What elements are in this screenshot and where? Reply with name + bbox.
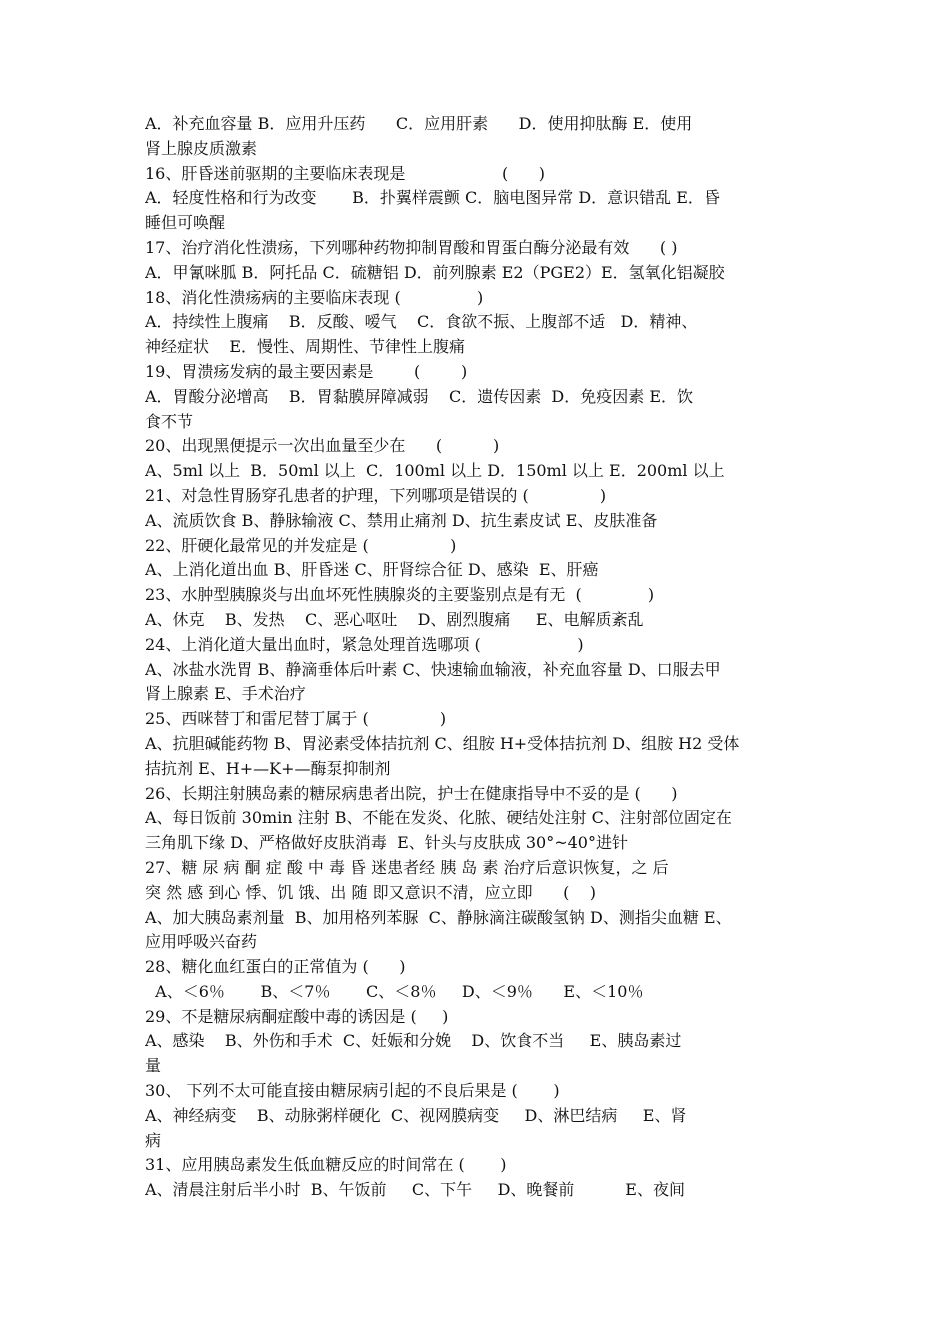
question-18: 18、消化性溃疡病的主要临床表现 ( )	[145, 287, 484, 307]
text-line: A、5ml 以上 B．50ml 以上 C．100ml 以上 D．150ml 以上 E．200ml 以上	[145, 461, 725, 481]
text-line: A、冰盐水洗胃 B、静滴垂体后叶素 C、快速输血输液，补充血容量 D、口服去甲	[145, 659, 721, 679]
text-line: A、每日饭前 30min 注射 B、不能在发炎、化脓、硬结处注射 C、注射部位固定在	[145, 808, 732, 828]
text-line: 拮抗剂 E、H+—K+—酶泵抑制剂	[145, 758, 391, 778]
text-line: A、加大胰岛素剂量 B、加用格列苯脲 C、静脉滴注碳酸氢钠 D、测指尖血糖 E、	[145, 907, 732, 927]
question-28: 28、糖化血红蛋白的正常值为 ( )	[145, 957, 406, 977]
text-line: A、＜6％ B、＜7％ C、＜8％ D、＜9％ E、＜10％	[145, 981, 644, 1001]
text-line: 突 然 感 到心 悸、饥 饿、出 随 即又意识不清，应立即 ( )	[145, 882, 596, 902]
text-line: 应用呼吸兴奋药	[145, 932, 258, 952]
question-20: 20、出现黑便提示一次出血量至少在 ( )	[145, 436, 500, 456]
text-line: A、流质饮食 B、静脉输液 C、禁用止痛剂 D、抗生素皮试 E、皮肤准备	[145, 510, 658, 530]
text-line: 睡但可唤醒	[145, 213, 226, 233]
question-24: 24、上消化道大量出血时，紧急处理首选哪项 ( )	[145, 634, 584, 654]
text-line: A．轻度性格和行为改变 B．扑翼样震颤 C．脑电图异常 D．意识错乱 E．昏	[145, 188, 720, 208]
text-line: 量	[145, 1056, 162, 1076]
text-line: A．甲氰咪胍 B．阿托品 C．硫糖铝 D．前列腺素 E2（PGE2）E．氢氧化铝凝胶	[145, 262, 725, 282]
question-16: 16、肝昏迷前驱期的主要临床表现是 ( )	[145, 163, 545, 183]
question-22: 22、肝硬化最常见的并发症是 ( )	[145, 535, 457, 555]
text-line: A．胃酸分泌增高 B．胃黏膜屏障减弱 C．遗传因素 D．免疫因素 E．饮	[145, 386, 694, 406]
question-23: 23、水肿型胰腺炎与出血坏死性胰腺炎的主要鉴别点是有无 ( )	[145, 585, 655, 605]
question-19: 19、胃溃疡发病的最主要因素是 ( )	[145, 361, 468, 381]
text-line: A、感染 B、外伤和手术 C、妊娠和分娩 D、饮食不当 E、胰岛素过	[145, 1031, 682, 1051]
question-25: 25、西咪替丁和雷尼替丁属于 ( )	[145, 709, 447, 729]
question-17: 17、治疗消化性溃疡，下列哪种药物抑制胃酸和胃蛋白酶分泌最有效 ( )	[145, 237, 678, 257]
text-line: A、抗胆碱能药物 B、胃泌素受体拮抗剂 C、组胺 H+受体拮抗剂 D、组胺 H2 受体	[145, 733, 740, 753]
question-30: 30、 下列不太可能直接由糖尿病引起的不良后果是 ( )	[145, 1081, 560, 1101]
question-31: 31、应用胰岛素发生低血糖反应的时间常在 ( )	[145, 1155, 507, 1175]
document-body	[145, 112, 810, 1203]
question-29: 29、不是糖尿病酮症酸中毒的诱因是 ( )	[145, 1006, 449, 1026]
text-line: A、休克 B、发热 C、恶心呕吐 D、剧烈腹痛 E、电解质紊乱	[145, 609, 644, 629]
text-line: A、神经病变 B、动脉粥样硬化 C、视网膜病变 D、淋巴结病 E、肾	[145, 1105, 687, 1125]
question-21: 21、对急性胃肠穿孔患者的护理，下列哪项是错误的 ( )	[145, 485, 607, 505]
text-line: 神经症状 E．慢性、周期性、节律性上腹痛	[145, 337, 466, 357]
text-line: 肾上腺皮质激素	[145, 138, 258, 158]
text-line: A．补充血容量 B．应用升压药 C．应用肝素 D．使用抑肽酶 E．使用	[145, 114, 693, 133]
text-line: A、上消化道出血 B、肝昏迷 C、肝肾综合征 D、感染 E、肝癌	[145, 560, 599, 580]
text-line: 病	[145, 1130, 162, 1150]
text-line: 食不节	[145, 411, 194, 431]
question-26: 26、长期注射胰岛素的糖尿病患者出院，护士在健康指导中不妥的是 ( )	[145, 783, 678, 803]
text-line: 三角肌下缘 D、严格做好皮肤消毒 E、针头与皮肤成 30°~40°进针	[145, 833, 628, 853]
text-line: A、清晨注射后半小时 B、午饭前 C、下午 D、晚餐前 E、夜间	[145, 1180, 685, 1200]
text-line: A．持续性上腹痛 B．反酸、嗳气 C．食欲不振、上腹部不适 D．精神、	[145, 312, 698, 332]
question-27: 27、糖 尿 病 酮 症 酸 中 毒 昏 迷患者经 胰 岛 素 治疗后意识恢复，之 后	[145, 857, 669, 877]
text-line: 肾上腺素 E、手术治疗	[145, 684, 306, 704]
